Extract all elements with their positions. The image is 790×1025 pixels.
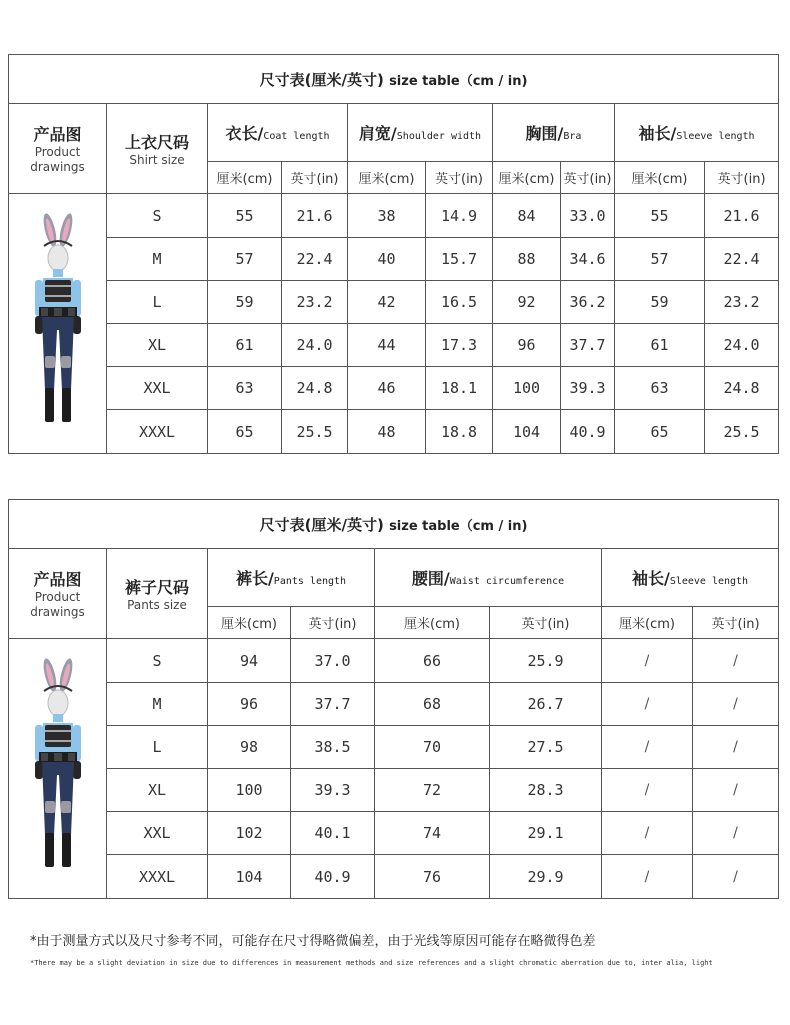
value-cell: 24.8 — [705, 367, 779, 410]
shirt-group-header: 肩宽/Shoulder width — [348, 104, 493, 162]
value-cell: 24.0 — [282, 324, 348, 367]
shirt-product-header: 产品图 Product drawings — [9, 104, 107, 194]
pants-size-table — [8, 499, 779, 899]
value-cell: 48 — [348, 410, 426, 454]
table-row — [9, 367, 779, 410]
costume-figure-icon — [28, 212, 88, 432]
value-cell: 61 — [615, 324, 705, 367]
size-label: XL — [107, 769, 208, 812]
value-cell: / — [602, 769, 693, 812]
value-cell: 70 — [375, 726, 490, 769]
value-cell: 16.5 — [426, 281, 493, 324]
value-cell: / — [602, 639, 693, 683]
value-cell: 94 — [208, 639, 291, 683]
value-cell: 21.6 — [705, 194, 779, 238]
table-row — [9, 410, 779, 454]
table-row — [9, 769, 779, 812]
size-label: XXXL — [107, 410, 208, 454]
value-cell: 28.3 — [490, 769, 602, 812]
value-cell: 46 — [348, 367, 426, 410]
pants-product-header: 产品图 Product drawings — [9, 549, 107, 639]
shirt-product-image — [9, 194, 107, 454]
unit-in: 英寸(in) — [693, 607, 779, 639]
value-cell: 42 — [348, 281, 426, 324]
value-cell: 36.2 — [561, 281, 615, 324]
unit-cm: 厘米(cm) — [493, 162, 561, 194]
value-cell: 104 — [208, 855, 291, 899]
value-cell: 63 — [208, 367, 282, 410]
value-cell: 23.2 — [282, 281, 348, 324]
size-label: L — [107, 726, 208, 769]
unit-in: 英寸(in) — [282, 162, 348, 194]
size-label: XXXL — [107, 855, 208, 899]
value-cell: 57 — [208, 238, 282, 281]
value-cell: / — [602, 855, 693, 899]
value-cell: 76 — [375, 855, 490, 899]
value-cell: 23.2 — [705, 281, 779, 324]
value-cell: 59 — [208, 281, 282, 324]
value-cell: 26.7 — [490, 683, 602, 726]
value-cell: 37.7 — [561, 324, 615, 367]
pants-product-image — [9, 639, 107, 899]
value-cell: 98 — [208, 726, 291, 769]
value-cell: 21.6 — [282, 194, 348, 238]
value-cell: 44 — [348, 324, 426, 367]
value-cell: 68 — [375, 683, 490, 726]
pants-size-header: 裤子尺码 Pants size — [107, 549, 208, 639]
value-cell: 65 — [208, 410, 282, 454]
value-cell: 29.9 — [490, 855, 602, 899]
value-cell: 29.1 — [490, 812, 602, 855]
value-cell: / — [693, 812, 779, 855]
value-cell: / — [602, 683, 693, 726]
value-cell: 14.9 — [426, 194, 493, 238]
note-chinese: *由于测量方式以及尺寸参考不同，可能存在尺寸得略微偏差，由于光线等原因可能存在略微得色差 — [30, 934, 596, 949]
pants-group-header: 裤长/Pants length — [208, 549, 375, 607]
value-cell: 55 — [615, 194, 705, 238]
value-cell: 84 — [493, 194, 561, 238]
value-cell: 74 — [375, 812, 490, 855]
pants-group-header: 袖长/Sleeve length — [602, 549, 779, 607]
value-cell: 25.5 — [282, 410, 348, 454]
value-cell: 104 — [493, 410, 561, 454]
value-cell: 39.3 — [561, 367, 615, 410]
unit-cm: 厘米(cm) — [615, 162, 705, 194]
value-cell: 38.5 — [291, 726, 375, 769]
value-cell: 25.5 — [705, 410, 779, 454]
value-cell: 102 — [208, 812, 291, 855]
value-cell: 39.3 — [291, 769, 375, 812]
value-cell: 24.0 — [705, 324, 779, 367]
value-cell: 66 — [375, 639, 490, 683]
value-cell: / — [602, 726, 693, 769]
shirt-group-header: 胸围/Bra — [493, 104, 615, 162]
size-label: XXL — [107, 367, 208, 410]
value-cell: 61 — [208, 324, 282, 367]
size-label: M — [107, 238, 208, 281]
value-cell: 96 — [208, 683, 291, 726]
unit-cm: 厘米(cm) — [208, 607, 291, 639]
value-cell: 22.4 — [705, 238, 779, 281]
table-row — [9, 238, 779, 281]
value-cell: 100 — [493, 367, 561, 410]
value-cell: 88 — [493, 238, 561, 281]
value-cell: 27.5 — [490, 726, 602, 769]
unit-cm: 厘米(cm) — [602, 607, 693, 639]
unit-cm: 厘米(cm) — [375, 607, 490, 639]
value-cell: 37.7 — [291, 683, 375, 726]
value-cell: 59 — [615, 281, 705, 324]
table-row — [9, 683, 779, 726]
size-label: S — [107, 639, 208, 683]
table-row — [9, 324, 779, 367]
value-cell: 22.4 — [282, 238, 348, 281]
table-row — [9, 639, 779, 683]
unit-cm: 厘米(cm) — [348, 162, 426, 194]
shirt-group-header: 袖长/Sleeve length — [615, 104, 779, 162]
value-cell: / — [693, 726, 779, 769]
value-cell: 34.6 — [561, 238, 615, 281]
value-cell: 55 — [208, 194, 282, 238]
size-label: S — [107, 194, 208, 238]
unit-cm: 厘米(cm) — [208, 162, 282, 194]
pants-group-header: 腰围/Waist circumference — [375, 549, 602, 607]
value-cell: 33.0 — [561, 194, 615, 238]
value-cell: 40 — [348, 238, 426, 281]
value-cell: / — [693, 683, 779, 726]
value-cell: 37.0 — [291, 639, 375, 683]
value-cell: 18.1 — [426, 367, 493, 410]
value-cell: 100 — [208, 769, 291, 812]
value-cell: 25.9 — [490, 639, 602, 683]
table-row — [9, 812, 779, 855]
shirt-size-header: 上衣尺码 Shirt size — [107, 104, 208, 194]
value-cell: 63 — [615, 367, 705, 410]
value-cell: 24.8 — [282, 367, 348, 410]
note-english: *There may be a slight deviation in size due to differences in measurement methods and size references and a slight chromatic aberration due to, inter alia, light — [30, 959, 713, 967]
size-label: M — [107, 683, 208, 726]
shirt-size-table — [8, 54, 779, 454]
size-label: L — [107, 281, 208, 324]
size-label: XXL — [107, 812, 208, 855]
shirt-table-title: 尺寸表(厘米/英寸) size table（cm / in) — [9, 55, 779, 104]
footnotes — [30, 930, 770, 967]
shirt-group-header: 衣长/Coat length — [208, 104, 348, 162]
value-cell: 65 — [615, 410, 705, 454]
value-cell: 40.9 — [561, 410, 615, 454]
value-cell: 57 — [615, 238, 705, 281]
unit-in: 英寸(in) — [561, 162, 615, 194]
unit-in: 英寸(in) — [490, 607, 602, 639]
value-cell: / — [693, 639, 779, 683]
table-row — [9, 194, 779, 238]
pants-table-title: 尺寸表(厘米/英寸) size table（cm / in) — [9, 500, 779, 549]
table-row — [9, 855, 779, 899]
value-cell: / — [693, 855, 779, 899]
value-cell: 40.1 — [291, 812, 375, 855]
unit-in: 英寸(in) — [426, 162, 493, 194]
value-cell: 18.8 — [426, 410, 493, 454]
table-row — [9, 281, 779, 324]
value-cell: 15.7 — [426, 238, 493, 281]
value-cell: 40.9 — [291, 855, 375, 899]
size-label: XL — [107, 324, 208, 367]
value-cell: 38 — [348, 194, 426, 238]
value-cell: / — [602, 812, 693, 855]
value-cell: / — [693, 769, 779, 812]
value-cell: 92 — [493, 281, 561, 324]
table-row — [9, 726, 779, 769]
costume-figure-icon — [28, 657, 88, 877]
value-cell: 72 — [375, 769, 490, 812]
value-cell: 96 — [493, 324, 561, 367]
unit-in: 英寸(in) — [705, 162, 779, 194]
value-cell: 17.3 — [426, 324, 493, 367]
unit-in: 英寸(in) — [291, 607, 375, 639]
